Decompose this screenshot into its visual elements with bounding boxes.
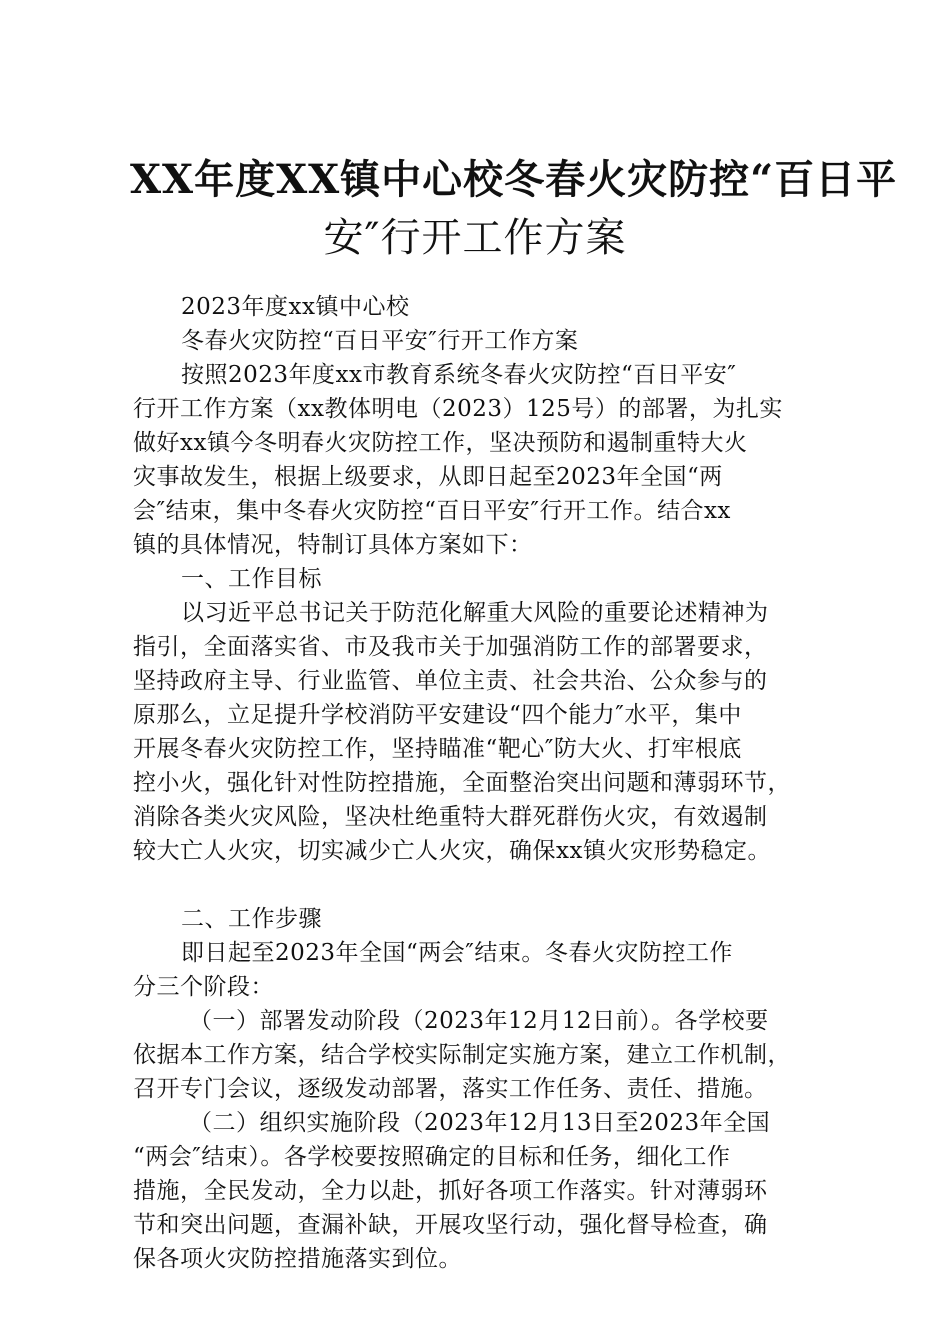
- paragraph-line: 召开专门会议，逐级发动部署，落实工作任务、责任、措施。: [133, 1076, 768, 1102]
- paragraph-line: 原那么，立足提升学校消防平安建设“四个能力″水平，集中: [133, 702, 742, 728]
- paragraph-line: 镇的具体情况，特制订具体方案如下：: [133, 532, 533, 558]
- paragraph-line: 依据本工作方案，结合学校实际制定实施方案，建立工作机制，: [133, 1042, 791, 1068]
- paragraph-line: 开展冬春火灾防控工作，坚持瞄准“靶心″防大火、打牢根底: [133, 736, 742, 762]
- paragraph-line: 分三个阶段：: [133, 974, 274, 1000]
- document-body: [133, 290, 833, 1276]
- paragraph-line: 行开工作方案（xx教体明电（2023）125号）的部署，为扎实: [133, 396, 783, 422]
- paragraph-line: 控小火，强化针对性防控措施，全面整治突出问题和薄弱环节，: [133, 770, 791, 796]
- paragraph-line: 消除各类火灾风险，坚决杜绝重特大群死群伤火灾，有效遏制: [133, 804, 768, 830]
- paragraph-line: 以习近平总书记关于防范化解重大风险的重要论述精神为: [181, 600, 769, 626]
- paragraph-line: 按照2023年度xx市教育系统冬春火灾防控“百日平安″: [181, 362, 737, 388]
- paragraph-line: 节和突出问题，查漏补缺，开展攻坚行动，强化督导检查，确: [133, 1212, 768, 1238]
- section-heading: 二、工作步骤: [181, 906, 322, 932]
- paragraph-line: 措施，全民发动，全力以赴，抓好各项工作落实。针对薄弱环: [133, 1178, 768, 1204]
- paragraph-line: 坚持政府主导、行业监管、单位主责、社会共治、公众参与的: [133, 668, 768, 694]
- subtitle-line: 冬春火灾防控“百日平安″行开工作方案: [181, 328, 579, 354]
- document-title-line-1: XX年度XX镇中心校冬春火灾防控“百日平: [130, 156, 898, 203]
- subtitle-line: 2023年度xx镇中心校: [181, 294, 410, 320]
- paragraph-line: 会″结束，集中冬春火灾防控“百日平安″行开工作。结合xx: [133, 498, 731, 524]
- blank-line: [133, 868, 833, 902]
- document-title-line-2: 安″行开工作方案: [323, 215, 627, 261]
- paragraph-line: （二）组织实施阶段（2023年12月13日至2023年全国: [189, 1110, 771, 1136]
- paragraph-line: 即日起至2023年全国“两会″结束。冬春火灾防控工作: [181, 940, 733, 966]
- paragraph-line: 较大亡人火灾，切实减少亡人火灾，确保xx镇火灾形势稳定。: [133, 838, 771, 864]
- section-heading: 一、工作目标: [181, 566, 322, 592]
- paragraph-line: （一）部署发动阶段（2023年12月12日前）。各学校要: [189, 1008, 769, 1034]
- paragraph-line: 指引，全面落实省、市及我市关于加强消防工作的部署要求，: [133, 634, 768, 660]
- paragraph-line: 做好xx镇今冬明春火灾防控工作，坚决预防和遏制重特大火: [133, 430, 748, 456]
- paragraph-line: 灾事故发生，根据上级要求，从即日起至2023年全国“两: [133, 464, 723, 490]
- paragraph-line: “两会″结束）。各学校要按照确定的目标和任务，细化工作: [133, 1144, 731, 1170]
- paragraph-line: 保各项火灾防控措施落实到位。: [133, 1246, 462, 1272]
